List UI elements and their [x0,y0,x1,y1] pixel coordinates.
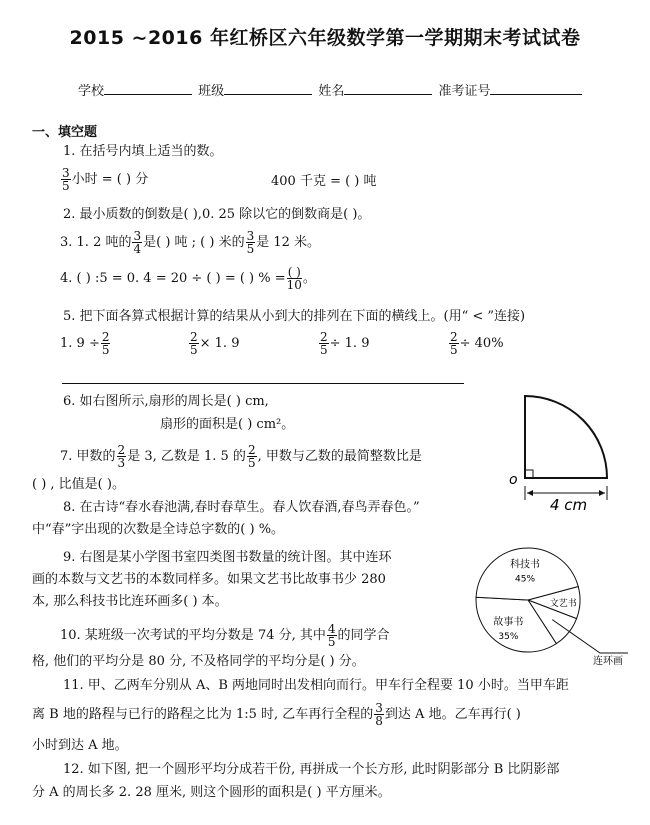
origin-label: o [509,472,518,488]
class-field[interactable] [224,94,312,95]
name-label: 姓名 [318,84,345,99]
class-label: 班级 [198,84,225,99]
question-5-expr-2: $\frac{2}{5}$ × 1. 9 [190,330,240,357]
question-4: 4. ( ) :5 = 0. 4 = 20 ÷ ( ) = ( ) % = $\frac{( )}{10}$ 。 [60,265,316,292]
slice-value: 35% [498,632,519,643]
question-6-line-1: 6. 如右图所示,扇形的周长是( ) cm, [63,394,269,409]
exam-title: 2015 ~2016 年红桥区六年级数学第一学期期末考试试卷 [69,27,581,49]
slice-value: 45% [515,574,536,585]
question-11-line-3: 小时到达 A 地。 [32,738,128,753]
question-8-line-1: 8. 在古诗“春水春池满,春时春草生。春人饮春酒,春鸟弄春色。” [63,500,420,515]
question-10: 10. 某班级一次考试的平均分数是 74 分, 其中 $\frac{4}{5}$ 的同学合 [60,622,390,649]
question-7-line-2: ( ) , 比值是( )。 [32,477,125,492]
fraction: $\frac{3}{5}$ [62,166,70,193]
question-9-line-3: 本, 那么科技书比连环画多( ) 本。 [32,594,228,609]
question-11-line-1: 11. 甲、乙两车分别从 A、B 两地同时出发相向而行。甲车行全程要 10 小时。当甲车距 [63,678,569,693]
exam-no-field[interactable] [490,94,582,95]
length-label: 4 cm [550,496,588,514]
question-9-line-1: 9. 右图是某小学图书室四类图书数量的统计图。其中连环 [63,550,392,565]
header-fields [78,80,582,99]
question-5-expr-4: $\frac{2}{5}$ ÷ 40% [450,330,504,357]
question-1-stem: 1. 在括号内填上适当的数。 [63,144,223,159]
sector-figure [505,390,625,515]
question-5-expr-3: $\frac{2}{5}$ ÷ 1. 9 [320,330,370,357]
question-6-line-2: 扇形的面积是( ) cm²。 [160,417,295,432]
slice-label: 文艺书 [549,598,577,609]
slice-label: 故事书 [493,617,524,629]
question-8-line-2: 中“春”字出现的次数是全诗总字数的( ) %。 [32,522,285,537]
pie-chart [460,545,630,665]
question-1a: $\frac{3}{5}$ 小时 = ( ) 分 [62,166,149,193]
sector-shape [525,396,607,478]
exam-no-label: 准考证号 [438,84,491,99]
question-9-line-2: 画的本数与文艺书的本数同样多。如果文艺书比故事书少 280 [32,572,386,587]
question-10-line-2: 格, 他们的平均分是 80 分, 不及格同学的平均分是( ) 分。 [32,654,365,669]
question-5-stem: 5. 把下面各算式根据计算的结果从小到大的排列在下面的横线上。(用“ < ”连接) [63,309,526,324]
answer-line[interactable] [62,383,464,384]
name-field[interactable] [344,94,432,95]
question-1b: 400 千克 = ( ) 吨 [271,174,377,189]
question-2: 2. 最小质数的倒数是( ),0. 25 除以它的倒数商是( )。 [63,207,371,222]
slice-label: 连环画 [593,656,623,665]
question-12-line-2: 分 A 的周长多 2. 28 厘米, 则这个圆形的面积是( ) 平方厘米。 [32,785,391,800]
section-heading: 一、填空题 [32,125,98,140]
question-3: 3. 1. 2 吨的 $\frac{3}{4}$ 是( ) 吨 ; ( ) 米的 $\frac{3}{5}$ 是 12 米。 [60,229,321,256]
question-7: 7. 甲数的 $\frac{2}{3}$ 是 3, 乙数是 1. 5 的 $\frac{2}{5}$ , 甲数与乙数的最简整数比是 [60,443,422,470]
question-5-expr-1: 1. 9 ÷ $\frac{2}{5}$ [60,330,110,357]
right-angle-mark [525,470,533,478]
question-12-line-1: 12. 如下图, 把一个圆形平均分成若干份, 再拼成一个长方形, 此时阴影部分 B 比阴影部 [63,762,560,777]
slice-label: 科技书 [510,559,541,571]
school-field[interactable] [104,94,192,95]
question-11-line-2: 离 B 地的路程与已行的路程之比为 1:5 时, 乙车再行全程的 $\frac{3}{8}$ 到达 A 地。乙车再行( ) [32,701,521,728]
school-label: 学校 [78,84,105,99]
